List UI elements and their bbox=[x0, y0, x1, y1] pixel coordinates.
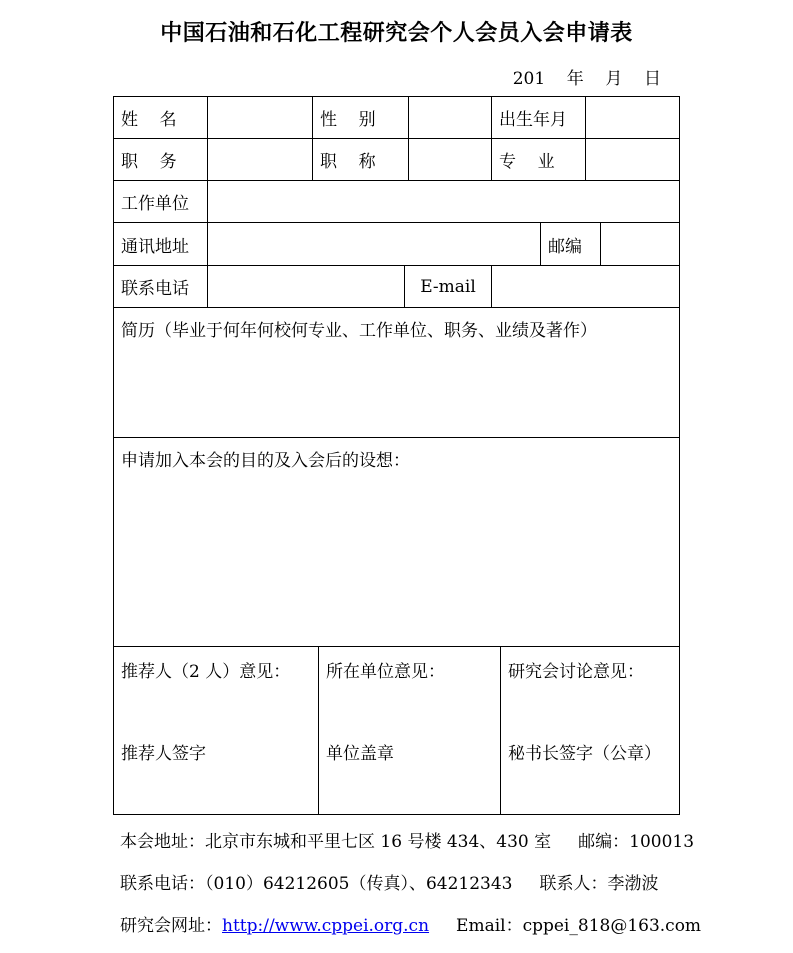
major-label: 专 业 bbox=[492, 139, 586, 180]
society-opinion-label: 研究会讨论意见： bbox=[508, 662, 644, 682]
gender-field[interactable] bbox=[409, 97, 492, 138]
date-line: 201 年 月 日 bbox=[512, 69, 661, 89]
society-opinion-box[interactable] bbox=[501, 647, 679, 814]
postcode-label: 邮编 bbox=[541, 223, 601, 265]
email-label: E-mail bbox=[405, 266, 492, 307]
website-label: 研究会网址： bbox=[120, 916, 222, 936]
email-field[interactable] bbox=[492, 266, 679, 307]
birth-label: 出生年月 bbox=[492, 97, 586, 138]
title-field[interactable] bbox=[409, 139, 492, 180]
application-form bbox=[113, 96, 680, 815]
postcode-field[interactable] bbox=[601, 223, 679, 265]
gender-label: 性 别 bbox=[313, 97, 409, 138]
footer-web bbox=[120, 911, 701, 936]
row-address bbox=[114, 223, 679, 266]
row-contact bbox=[114, 266, 679, 308]
footer-phone: 联系电话：（010）64212605（传真）、64212343 联系人：李渤波 bbox=[120, 874, 659, 894]
employer-field[interactable] bbox=[208, 181, 679, 222]
resume-label: 简历（毕业于何年何校何专业、工作单位、职务、业绩及著作） bbox=[121, 321, 597, 341]
major-field[interactable] bbox=[586, 139, 679, 180]
website-link[interactable]: http://www.cppei.org.cn bbox=[222, 916, 430, 936]
resume-section[interactable] bbox=[114, 308, 679, 438]
position-field[interactable] bbox=[208, 139, 313, 180]
birth-field[interactable] bbox=[586, 97, 679, 138]
referee-opinion-box[interactable] bbox=[114, 647, 319, 814]
footer-address: 本会地址：北京市东城和平里七区 16 号楼 434、430 室 邮编：100013 bbox=[120, 832, 695, 852]
purpose-section[interactable] bbox=[114, 438, 679, 647]
name-label: 姓 名 bbox=[114, 97, 208, 138]
opinions-section bbox=[114, 647, 679, 814]
row-job-info bbox=[114, 139, 679, 181]
row-basic-info bbox=[114, 97, 679, 139]
position-label: 职 务 bbox=[114, 139, 208, 180]
row-employer bbox=[114, 181, 679, 223]
unit-opinion-box[interactable] bbox=[319, 647, 501, 814]
address-label: 通讯地址 bbox=[114, 223, 208, 265]
name-field[interactable] bbox=[208, 97, 313, 138]
referee-signature-label: 推荐人签字 bbox=[121, 744, 206, 764]
referee-opinion-label: 推荐人（2 人）意见： bbox=[121, 662, 291, 682]
employer-label: 工作单位 bbox=[114, 181, 208, 222]
footer-email: Email：cppei_818@163.com bbox=[429, 916, 702, 936]
purpose-label: 申请加入本会的目的及入会后的设想： bbox=[121, 451, 410, 471]
phone-label: 联系电话 bbox=[114, 266, 208, 307]
phone-field[interactable] bbox=[208, 266, 405, 307]
title-label: 职 称 bbox=[313, 139, 409, 180]
page-title: 中国石油和石化工程研究会个人会员入会申请表 bbox=[160, 20, 633, 46]
unit-seal-label: 单位盖章 bbox=[326, 744, 394, 764]
secretary-signature-label: 秘书长签字（公章） bbox=[508, 744, 661, 764]
unit-opinion-label: 所在单位意见： bbox=[326, 662, 445, 682]
address-field[interactable] bbox=[208, 223, 541, 265]
